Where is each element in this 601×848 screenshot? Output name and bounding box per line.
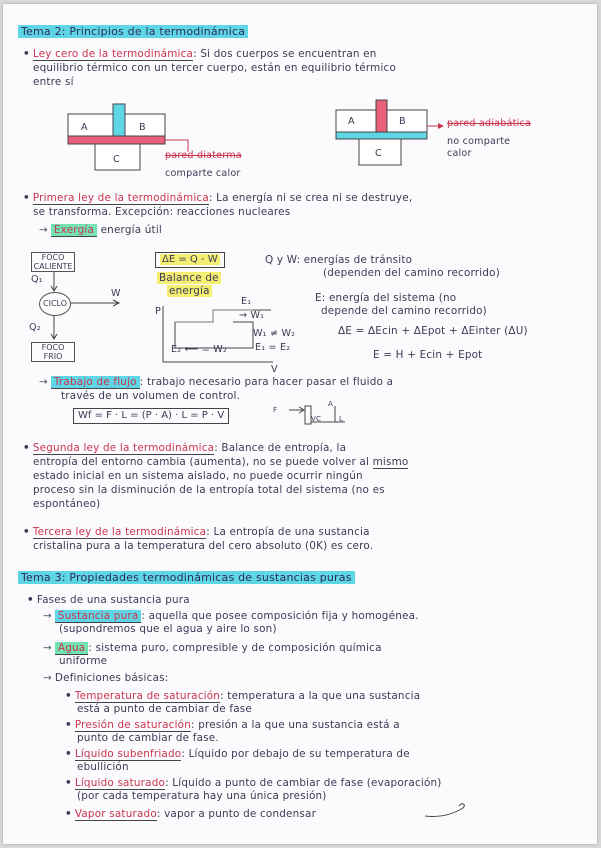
e-eq: E₁ = E₂ <box>255 342 291 353</box>
flow-fig-l: L <box>339 415 344 423</box>
w-ineq: W₁ ≠ W₂ <box>253 328 296 339</box>
tema2-title-text: Tema 2: Principios de la termodinámica <box>18 25 248 38</box>
fig1-label-b: B <box>139 122 146 133</box>
primera-ley-text1: : La energía ni se crea ni se destruye, <box>208 192 413 204</box>
fig2-label-c: C <box>375 148 382 159</box>
ley-cero-text2: equilibrio térmico con un tercer cuerpo, están en equilibrio térmico <box>33 62 397 74</box>
q2-label: Q₂ <box>29 322 41 333</box>
w1-label: → W₁ <box>239 310 265 321</box>
def-liq-sub-term: Líquido subenfriado <box>74 748 182 760</box>
def-liq-sat-l2: (por cada temperatura hay una única presión) <box>77 790 327 802</box>
fig2-wall-note2: calor <box>447 148 472 159</box>
tema2-title <box>18 26 248 38</box>
def-pres-sat-l1: : presión a la que una sustancia está a <box>191 719 400 731</box>
flow-fig-f: F <box>273 406 278 414</box>
def-vap-sat-l1: : vapor a punto de condensar <box>156 808 317 820</box>
ciclo-circle: CICLO <box>39 292 71 316</box>
def-liq-sub-l1: : Líquido por debajo de su temperatura de <box>181 748 410 760</box>
flow-fig-vc: VC <box>311 415 322 423</box>
notebook-page <box>3 4 597 844</box>
tercera-ley-term: Tercera ley de la termodinámica <box>32 526 207 538</box>
agua-text2: uniforme <box>59 655 108 667</box>
tercera-ley-line1: • Tercera ley de la termodinámica: La entropía de una sustancia <box>23 526 370 538</box>
trabajo-term: Trabajo de flujo <box>51 376 140 389</box>
agua-term: Agua <box>55 642 88 655</box>
segunda-ley-line1: • Segunda ley de la termodinámica: Balance de entropía, la <box>23 442 347 454</box>
segunda-ley-text2b: mismo <box>372 456 409 468</box>
e-line2: depende del camino recorrido) <box>321 305 487 317</box>
tema3-title <box>18 572 355 584</box>
definiciones-text: Definiciones básicas: <box>54 672 169 684</box>
primera-ley-term: Primera ley de la termodinámica <box>32 192 209 204</box>
tercera-ley-text2: cristalina pura a la temperatura del cero absoluto (0K) es cero. <box>33 540 374 552</box>
tema3-title-text: Tema 3: Propiedades termodinámicas de sustancias puras <box>18 571 355 584</box>
def-liq-sat-term: Líquido saturado <box>74 777 166 789</box>
primera-ley-line1: • Primera ley de la termodinámica: La energía ni se crea ni se destruye, <box>23 192 413 204</box>
segunda-ley-term: Segunda ley de la termodinámica <box>32 442 215 454</box>
segunda-ley-text4: proceso sin la disminución de la entropía total del sistema (no es <box>33 484 385 496</box>
e-line1: E: energía del sistema (no <box>315 292 457 304</box>
balance-line2 <box>167 285 212 297</box>
agua-text1: : sistema puro, compresible y de composición química <box>88 642 382 654</box>
exergia-line: → Exergía energía útil <box>39 224 163 236</box>
segunda-ley-text1: : Balance de entropía, la <box>214 442 347 454</box>
def-pres-sat-line1: • Presión de saturación: presión a la que una sustancia está a <box>65 719 400 731</box>
ley-cero-line1: • Ley cero de la termodinámica: Si dos cuerpos se encuentran en <box>23 48 377 60</box>
def-temp-sat-term: Temperatura de saturación <box>74 690 221 702</box>
eq-delta-e-text: ΔE = Q - W <box>162 254 218 265</box>
def-liq-sub-l2: ebullición <box>77 761 129 773</box>
balance-text2: energía <box>169 285 210 297</box>
def-temp-sat-l2: está a punto de cambiar de fase <box>77 703 252 715</box>
figure-pared-adiabatica <box>331 96 591 186</box>
eq-trabajo-flujo: Wf = F · L = (P · A) · L = P · V <box>73 408 229 424</box>
squiggle-arrow <box>423 800 483 822</box>
fig2-wall-note1: no comparte <box>447 136 511 147</box>
qw-line1: Q y W: energías de tránsito <box>265 254 413 266</box>
fases-line: • Fases de una sustancia pura <box>27 594 190 606</box>
def-liq-sat-line1: • Líquido saturado: Líquido a punto de cambiar de fase (evaporación) <box>65 777 442 789</box>
fig1-wall-note: comparte calor <box>165 168 241 179</box>
figure-pared-diaterma <box>63 96 323 186</box>
balance-text1: Balance de <box>159 272 219 284</box>
e1-label: E₁ <box>241 296 252 307</box>
q1-label: Q₁ <box>31 274 43 285</box>
segunda-ley-text5: espontáneo) <box>33 498 101 510</box>
def-pres-sat-l2: punto de cambiar de fase. <box>77 732 219 744</box>
eq-delta-e <box>155 252 225 268</box>
ley-cero-text1: : Si dos cuerpos se encuentran en <box>193 48 377 60</box>
e2w2-label: E₂ ⟵ = W₂ <box>171 344 227 355</box>
def-vap-sat-line1: • Vapor saturado: vapor a punto de condensar <box>65 808 317 820</box>
segunda-ley-text3: estado inicial en un sistema aislado, no puede ocurrir ningún <box>33 470 363 482</box>
exergia-def: energía útil <box>100 224 163 236</box>
trabajo-line1: → Trabajo de flujo : trabajo necesario para hacer pasar el fluido a <box>39 376 394 388</box>
flow-fig-a: A <box>328 400 333 408</box>
definiciones-line: → Definiciones básicas: <box>43 672 169 684</box>
fig2-label-b: B <box>399 116 406 127</box>
def-pres-sat-term: Presión de saturación <box>74 719 192 731</box>
trabajo-text2: través de un volumen de control. <box>61 390 241 402</box>
qw-line2: (dependen del camino recorrido) <box>323 267 500 279</box>
sustancia-term: Sustancia pura <box>55 610 142 623</box>
primera-ley-text2: se transforma. Excepción: reacciones nucleares <box>33 206 291 218</box>
sustancia-text2: (supondremos que el agua y aire lo son) <box>59 623 277 635</box>
p-axis-label: P <box>155 306 161 317</box>
trabajo-text1: : trabajo necesario para hacer pasar el fluido a <box>139 376 394 388</box>
fig2-wall-strike: pared adiabática <box>447 118 532 129</box>
fig1-wall-strike: pared diaterma <box>165 150 242 161</box>
eq-e-total: E = H + Ecin + Epot <box>373 349 483 361</box>
sustancia-text1: : aquella que posee composición fija y homogénea. <box>141 610 419 622</box>
foco-caliente-box: FOCO CALIENTE <box>31 252 75 272</box>
def-temp-sat-l1: : temperatura a la que una sustancia <box>220 690 421 702</box>
fig1-label-a: A <box>81 122 88 133</box>
foco-frio-box: FOCO FRIO <box>31 342 75 362</box>
eq-delta-expanded: ΔE = ΔEcin + ΔEpot + ΔEinter (ΔU) <box>338 325 528 337</box>
w-label: W <box>111 288 121 299</box>
def-liq-sat-l1: : Líquido a punto de cambiar de fase (evaporación) <box>165 777 442 789</box>
def-vap-sat-term: Vapor saturado <box>74 808 157 820</box>
v-axis-label: V <box>271 364 278 375</box>
def-temp-sat-line1: • Temperatura de saturación: temperatura a la que una sustancia <box>65 690 421 702</box>
exergia-term: Exergía <box>51 224 97 237</box>
ciclo-arrows <box>23 268 143 348</box>
sustancia-line1: → Sustancia pura : aquella que posee composición fija y homogénea. <box>43 610 419 622</box>
tercera-ley-text1: : La entropía de una sustancia <box>206 526 370 538</box>
segunda-ley-line2 <box>33 456 408 468</box>
ley-cero-term: Ley cero de la termodinámica <box>32 48 194 60</box>
balance-line1 <box>157 272 221 284</box>
fig1-label-c: C <box>113 154 120 165</box>
agua-line1: → Agua : sistema puro, compresible y de composición química <box>43 642 382 654</box>
ley-cero-text3: entre sí <box>33 76 74 88</box>
segunda-ley-text2a: entropía del entorno cambia (aumenta), no se puede volver al <box>33 456 373 468</box>
fases-text: Fases de una sustancia pura <box>36 594 190 606</box>
fig2-label-a: A <box>348 116 355 127</box>
def-liq-sub-line1: • Líquido subenfriado: Líquido por debajo de su temperatura de <box>65 748 410 760</box>
